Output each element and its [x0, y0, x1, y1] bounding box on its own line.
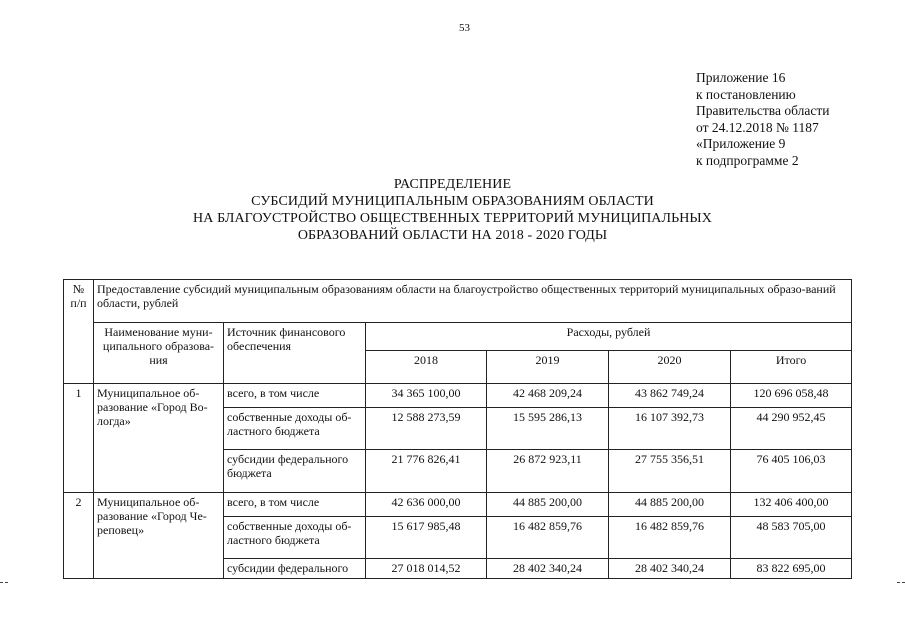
table-row	[64, 384, 852, 408]
value-cell: 28 402 340,24	[609, 559, 731, 579]
value-cell: 16 107 392,73	[609, 408, 731, 450]
document-title	[0, 176, 905, 244]
funding-source: собственные доходы об-ластного бюджета	[224, 408, 366, 450]
value-cell: 26 872 923,11	[487, 450, 609, 493]
appendix-line: от 24.12.2018 № 1187	[696, 119, 819, 135]
funding-source: собственные доходы об-ластного бюджета	[224, 517, 366, 559]
value-cell: 48 583 705,00	[731, 517, 852, 559]
appendix-line: к постановлению	[696, 86, 796, 102]
value-cell: 43 862 749,24	[609, 384, 731, 408]
funding-source: субсидии федерального	[224, 559, 366, 579]
value-cell: 76 405 106,03	[731, 450, 852, 493]
value-cell: 21 776 826,41	[366, 450, 487, 493]
expenses-column-header: Расходы, рублей	[366, 323, 852, 351]
row-number: 2	[64, 493, 94, 579]
distribution-table	[63, 279, 852, 579]
value-cell: 44 885 200,00	[487, 493, 609, 517]
funding-source: всего, в том числе	[224, 493, 366, 517]
value-cell: 27 755 356,51	[609, 450, 731, 493]
year-header-2020: 2020	[609, 351, 731, 384]
value-cell: 27 018 014,52	[366, 559, 487, 579]
value-cell: 42 468 209,24	[487, 384, 609, 408]
funding-source: всего, в том числе	[224, 384, 366, 408]
total-header: Итого	[731, 351, 852, 384]
title-line: СУБСИДИЙ МУНИЦИПАЛЬНЫМ ОБРАЗОВАНИЯМ ОБЛАСТИ	[251, 194, 654, 209]
value-cell: 44 885 200,00	[609, 493, 731, 517]
value-cell: 15 595 286,13	[487, 408, 609, 450]
municipality-name: Муниципальное об-разование «Город Во-логда»	[94, 384, 224, 493]
name-column-header: Наименование муни-ципального образова-ния	[94, 323, 224, 384]
appendix-line: к подпрограмме 2	[696, 152, 799, 168]
crop-mark-left	[0, 582, 8, 584]
year-header-2019: 2019	[487, 351, 609, 384]
title-line: РАСПРЕДЕЛЕНИЕ	[393, 177, 512, 192]
crop-mark-right	[897, 582, 905, 584]
value-cell: 16 482 859,76	[487, 517, 609, 559]
value-cell: 28 402 340,24	[487, 559, 609, 579]
appendix-line: Приложение 16	[696, 70, 786, 85]
year-header-2018: 2018	[366, 351, 487, 384]
title-line: ОБРАЗОВАНИЙ ОБЛАСТИ НА 2018 - 2020 ГОДЫ	[297, 228, 608, 243]
table-caption: Предоставление субсидий муниципальным образованиям области на благоустройство общественных территорий муниципальных образо-ваний области, рублей	[94, 280, 852, 323]
title-line: НА БЛАГОУСТРОЙСТВО ОБЩЕСТВЕННЫХ ТЕРРИТОРИЙ МУНИЦИПАЛЬНЫХ	[193, 211, 712, 226]
municipality-name: Муниципальное об-разование «Город Че-реповец»	[94, 493, 224, 579]
value-cell: 132 406 400,00	[731, 493, 852, 517]
value-cell: 16 482 859,76	[609, 517, 731, 559]
appendix-note	[696, 70, 829, 169]
row-number: 1	[64, 384, 94, 493]
source-column-header: Источник финансового обеспечения	[224, 323, 366, 384]
value-cell: 83 822 695,00	[731, 559, 852, 579]
table-row	[64, 493, 852, 517]
value-cell: 44 290 952,45	[731, 408, 852, 450]
appendix-line: Правительства области	[696, 103, 830, 118]
number-header: № п/п	[64, 280, 94, 384]
value-cell: 34 365 100,00	[366, 384, 487, 408]
appendix-line: «Приложение 9	[696, 136, 786, 151]
value-cell: 120 696 058,48	[731, 384, 852, 408]
value-cell: 12 588 273,59	[366, 408, 487, 450]
value-cell: 42 636 000,00	[366, 493, 487, 517]
value-cell: 15 617 985,48	[366, 517, 487, 559]
page-number: 53	[459, 22, 470, 34]
funding-source: субсидии федерального бюджета	[224, 450, 366, 493]
